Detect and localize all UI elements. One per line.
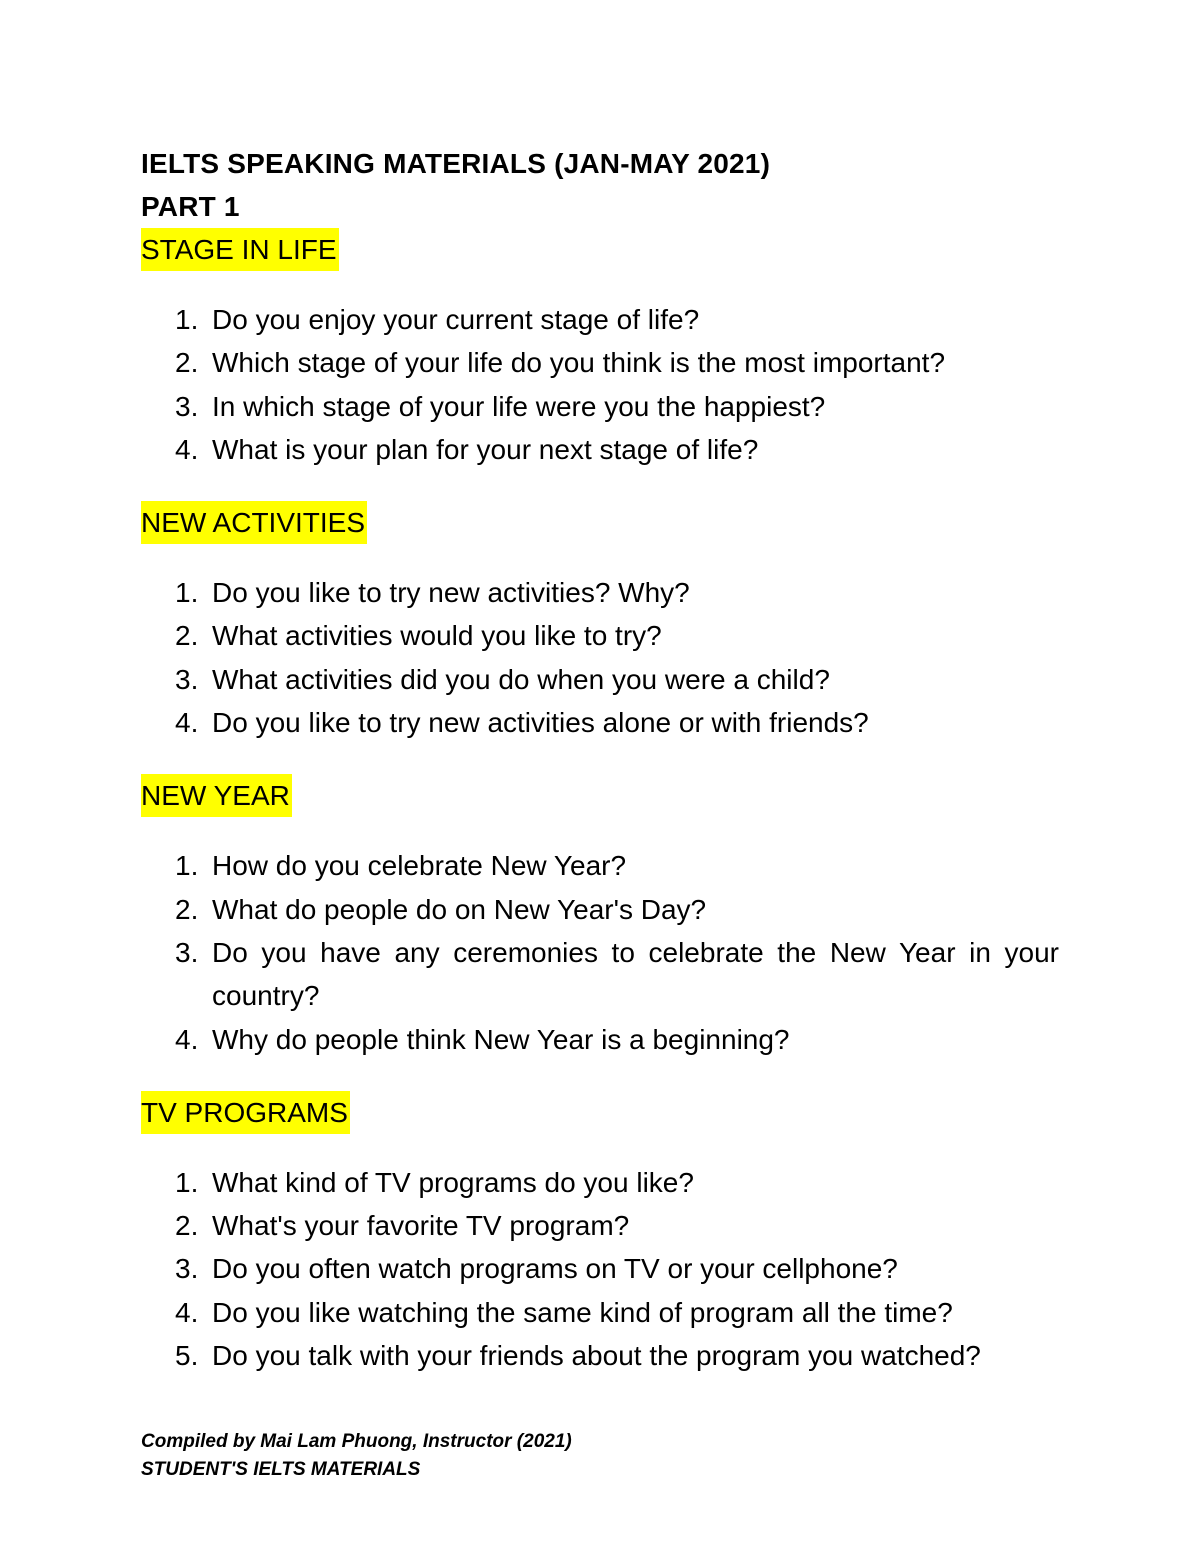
question-number: 3.	[175, 1253, 199, 1285]
question-text: Do you often watch programs on TV or your cellphone?	[212, 1253, 898, 1285]
question-item	[141, 341, 1059, 384]
question-number: 2.	[175, 893, 199, 925]
document-title: IELTS SPEAKING MATERIALS (JAN-MAY 2021)	[141, 148, 771, 179]
part-title: PART 1	[141, 191, 240, 222]
question-text: Do you like to try new activities alone or with friends?	[212, 707, 869, 739]
question-item	[141, 1204, 1059, 1247]
question-text: Do you talk with your friends about the program you watched?	[212, 1340, 981, 1372]
question-text: What activities would you like to try?	[212, 620, 662, 652]
question-text: Do you enjoy your current stage of life?	[212, 304, 700, 335]
question-item	[141, 844, 1059, 887]
question-number: 3.	[175, 663, 199, 695]
section-new-activities	[141, 501, 1059, 744]
question-number: 4.	[175, 1296, 199, 1328]
question-number: 2.	[175, 347, 199, 379]
question-number: 2.	[175, 1210, 199, 1242]
question-text: Do you have any ceremonies to celebrate the New Year in your country?	[212, 936, 1059, 1012]
question-text: Do you like to try new activities? Why?	[212, 577, 690, 609]
section-new-year	[141, 774, 1059, 1060]
question-number: 1.	[175, 304, 199, 335]
question-item	[141, 1018, 1059, 1061]
section-heading: TV PROGRAMS	[141, 1091, 350, 1134]
question-item	[141, 428, 1059, 471]
section-tv-programs	[141, 1091, 1059, 1377]
question-list	[141, 844, 1059, 1060]
section-heading: NEW YEAR	[141, 774, 292, 817]
footer-compiled-by: Compiled by Mai Lam Phuong, Instructor (2021)	[141, 1431, 572, 1452]
question-number: 4.	[175, 433, 199, 465]
question-item	[141, 1161, 1059, 1204]
question-text: In which stage of your life were you the happiest?	[212, 390, 826, 422]
question-text: Which stage of your life do you think is the most important?	[212, 347, 946, 379]
question-item	[141, 1291, 1059, 1334]
question-number: 4.	[175, 1023, 199, 1055]
question-text: What activities did you do when you were a child?	[212, 663, 830, 695]
question-item	[141, 931, 1059, 1018]
question-number: 5.	[175, 1340, 199, 1372]
section-stage-in-life	[141, 228, 1059, 471]
question-item	[141, 701, 1059, 744]
question-number: 3.	[175, 390, 199, 422]
question-item	[141, 888, 1059, 931]
question-number: 3.	[175, 936, 199, 968]
question-list	[141, 1161, 1059, 1377]
question-text: What do people do on New Year's Day?	[212, 893, 707, 925]
question-text: Do you like watching the same kind of program all the time?	[212, 1296, 953, 1328]
question-item	[141, 1334, 1059, 1377]
document-body	[141, 142, 1059, 1377]
question-number: 1.	[175, 850, 199, 882]
section-heading: NEW ACTIVITIES	[141, 501, 367, 544]
question-text: What kind of TV programs do you like?	[212, 1166, 694, 1198]
question-list	[141, 571, 1059, 744]
question-number: 1.	[175, 1166, 199, 1198]
question-number: 1.	[175, 577, 199, 609]
question-item	[141, 571, 1059, 614]
question-text: Why do people think New Year is a beginning?	[212, 1023, 790, 1055]
footer-materials-label: STUDENT'S IELTS MATERIALS	[141, 1459, 421, 1480]
question-number: 4.	[175, 707, 199, 739]
question-item	[141, 298, 1059, 341]
question-item	[141, 385, 1059, 428]
question-number: 2.	[175, 620, 199, 652]
section-heading: STAGE IN LIFE	[141, 228, 339, 271]
question-list	[141, 298, 1059, 471]
question-text: What's your favorite TV program?	[212, 1210, 630, 1242]
question-item	[141, 658, 1059, 701]
question-item	[141, 614, 1059, 657]
question-text: What is your plan for your next stage of life?	[212, 433, 759, 465]
question-text: How do you celebrate New Year?	[212, 850, 627, 882]
question-item	[141, 1247, 1059, 1290]
page-footer	[141, 1428, 1041, 1484]
